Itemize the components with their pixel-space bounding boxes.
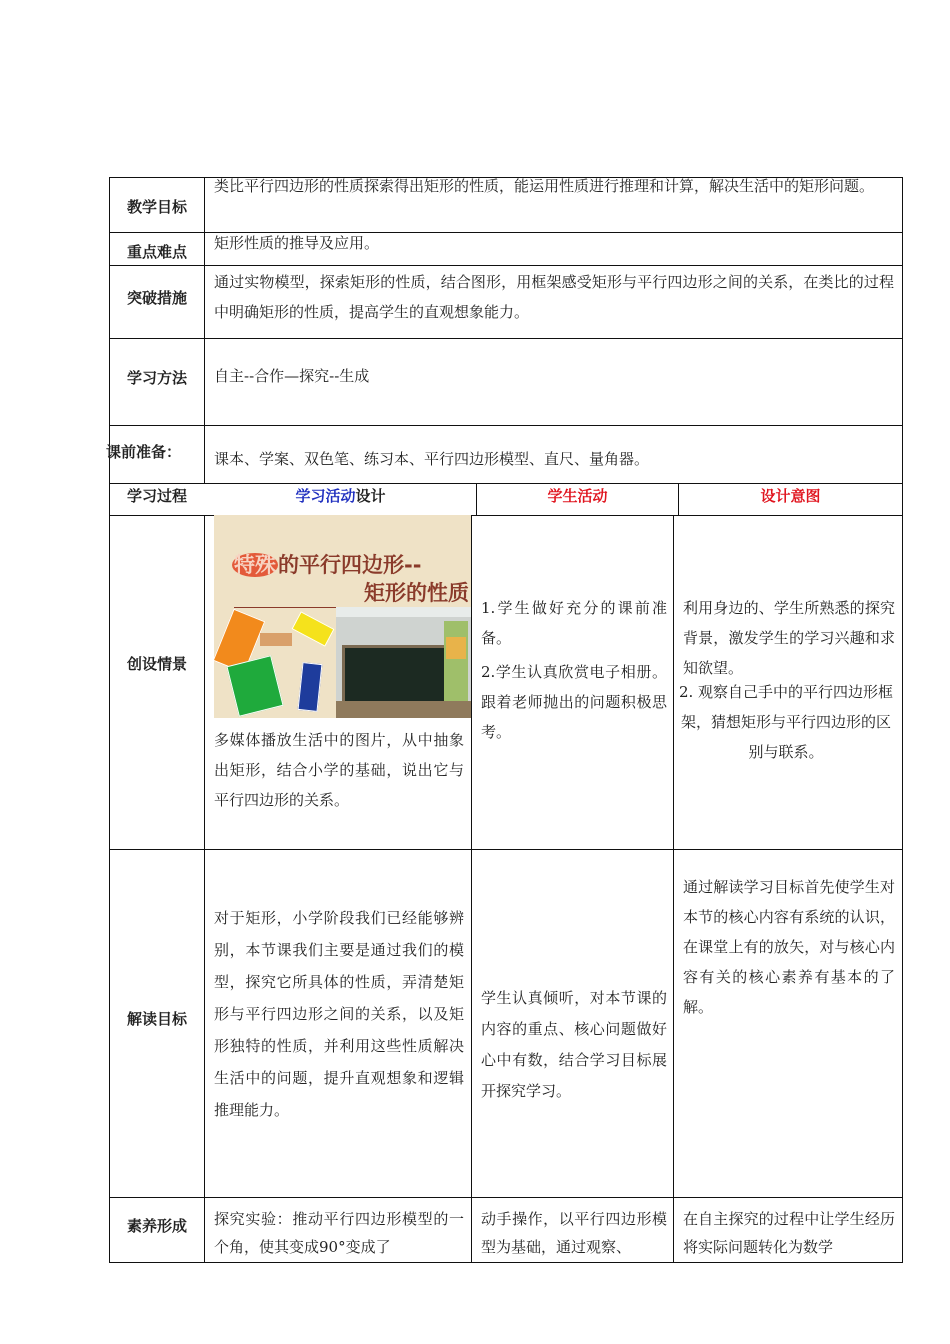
measures-label: 突破措施 [126, 289, 187, 307]
row-line-4 [109, 425, 903, 426]
method-label: 学习方法 [126, 369, 187, 387]
header-design-intent: 设计意图 [760, 487, 821, 505]
label-divider-bottom [204, 515, 205, 1263]
row-line-3 [109, 338, 903, 339]
stage3-intent: 在自主探究的过程中让学生经历将实际问题转化为数学 [683, 1210, 895, 1256]
stage3-label: 素养形成 [126, 1217, 187, 1235]
window-poster [444, 621, 468, 707]
teaching-goal-label: 教学目标 [126, 198, 187, 216]
row-line-8 [109, 1197, 903, 1198]
slide-title-main: 的平行四边形-- [278, 553, 422, 577]
row-line-2 [109, 265, 903, 266]
key-points-content: 矩形性质的推导及应用。 [214, 234, 380, 252]
blue-rectangle [298, 662, 323, 712]
table-border-left [109, 177, 110, 1263]
slide-title-line1 [232, 549, 421, 579]
stage1-student-1: 1.学生做好充分的课前准备。 [481, 599, 667, 647]
slide-image [214, 515, 471, 718]
stage1-activity: 多媒体播放生活中的图片，从中抽象出矩形，结合小学的基础，说出它与平行四边形的关系。 [214, 731, 464, 809]
tan-rectangle [260, 633, 292, 646]
header-activity-design [205, 485, 476, 506]
header-activity-black: 设计 [355, 487, 386, 505]
method-content: 自主--合作—探究--生成 [214, 367, 370, 385]
poster-detail [446, 637, 466, 659]
stage3-activity: 探究实验：推动平行四边形模型的一个角，使其变成90°变成了 [214, 1210, 464, 1256]
teaching-goal-content: 类比平行四边形的性质探索得出矩形的性质，能运用性质进行推理和计算，解决生活中的矩形问题。 [214, 177, 875, 195]
prep-label: 课前准备： [106, 443, 182, 461]
stage1-intent-1: 利用身边的、学生所熟悉的探究背景，激发学生的学习兴趣和求知欲望。 [683, 599, 895, 677]
table-border-bottom [109, 1262, 903, 1263]
prep-content: 课本、学案、双色笔、练习本、平行四边形模型、直尺、量角器。 [214, 450, 650, 468]
stage1-student-2: 2.学生认真欣赏电子相册。跟着老师抛出的问题积极思考。 [481, 663, 667, 741]
header-activity-blue: 学习活动 [295, 487, 356, 505]
yellow-rectangle [292, 611, 335, 646]
body-divider-1 [471, 515, 472, 1263]
process-label: 学习过程 [126, 487, 187, 505]
table-border-right [902, 177, 903, 1263]
stage1-intent-2: 2. 观察自己手中的平行四边形框架，猜想矩形与平行四边形的区别与联系。 [678, 683, 894, 761]
stage3-student: 动手操作，以平行四边形模型为基础，通过观察、 [481, 1210, 667, 1256]
stage2-intent: 通过解读学习目标首先使学生对本节的核心内容有系统的认识，在课堂上有的放矢，对与核心内容有关的核心素养有基本的了解。 [683, 878, 895, 1016]
row-line-7 [109, 849, 903, 850]
key-points-label: 重点难点 [126, 243, 187, 261]
stage1-label: 创设情景 [126, 655, 187, 673]
measures-content: 通过实物模型，探索矩形的性质，结合图形，用框架感受矩形与平行四边形之间的关系，在类比的过程中明确矩形的性质，提高学生的直观想象能力。 [214, 273, 894, 321]
ceiling [336, 607, 471, 617]
green-rectangle [226, 655, 283, 717]
header-student-activity: 学生活动 [547, 487, 608, 505]
slide-title-prefix: 特殊 [234, 553, 276, 577]
desk-row [336, 701, 471, 718]
stage2-student: 学生认真倾听，对本节课的内容的重点、核心问题做好心中有数，结合学习目标展开探究学习。 [481, 989, 667, 1100]
slide-title-line2: 矩形的性质 [364, 581, 469, 605]
stage2-activity: 对于矩形，小学阶段我们已经能够辨别，本节课我们主要是通过我们的模型，探究它所具体的性质，弄清楚矩形与平行四边形之间的关系，以及矩形独特的性质，并利用这些性质解决生活中的问题，提升直观想象和逻辑推理能力。 [214, 909, 464, 1119]
blackboard [342, 645, 448, 707]
row-line-5 [109, 483, 903, 484]
label-divider-top [204, 177, 205, 483]
stage2-label: 解读目标 [126, 1010, 187, 1028]
classroom-photo [336, 607, 471, 718]
body-divider-2 [673, 515, 674, 1263]
